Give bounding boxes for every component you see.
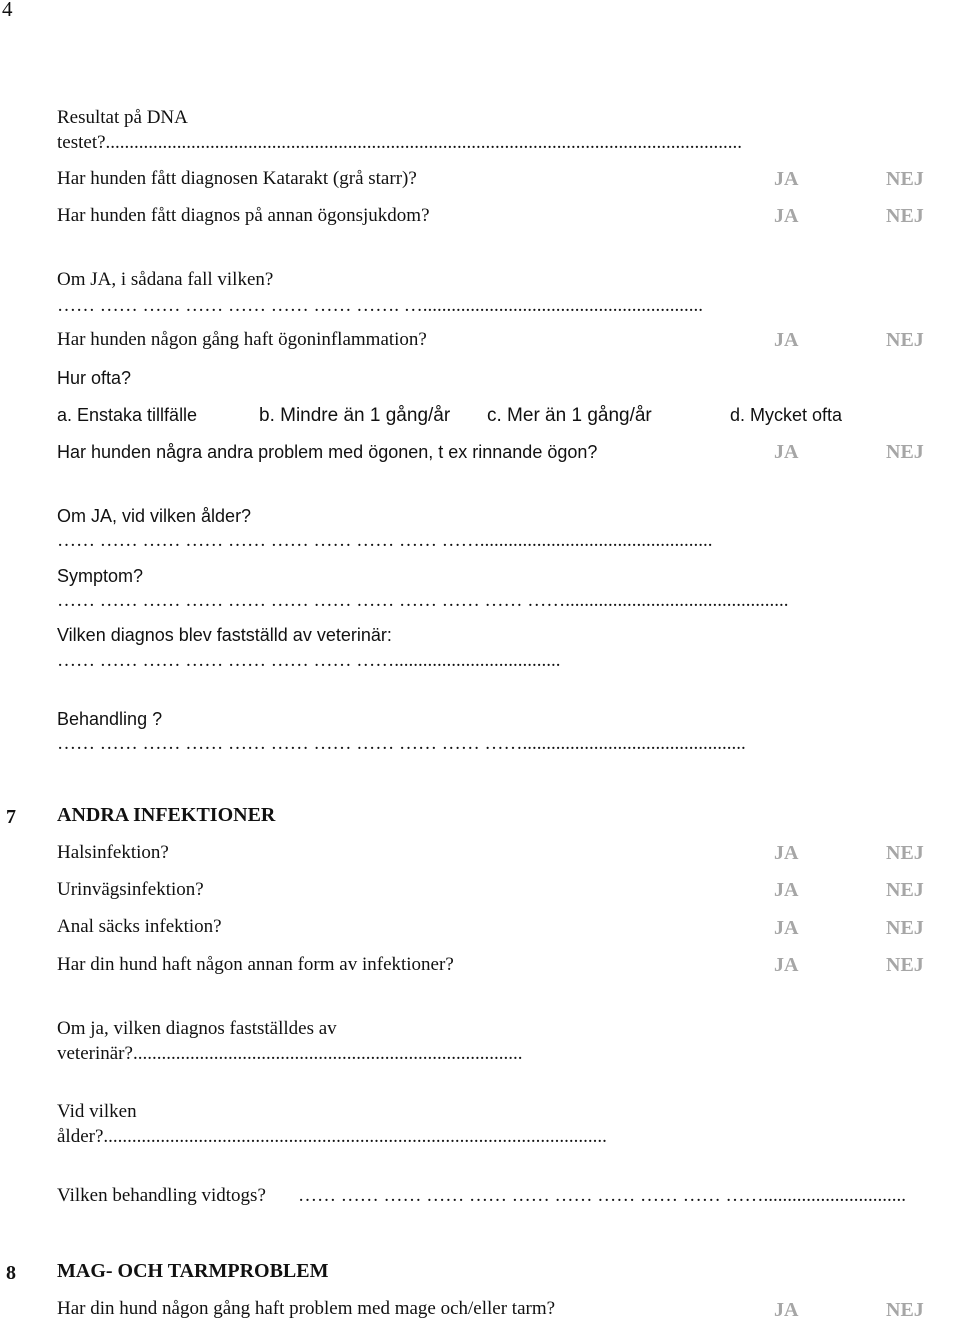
question-urinary: Urinvägsinfektion? (57, 879, 204, 900)
section-8-number: 8 (6, 1262, 16, 1284)
katarakt-yes-option[interactable]: JA (774, 168, 799, 190)
option-a[interactable]: a. Enstaka tillfälle (57, 405, 198, 425)
urinary-yes-option[interactable]: JA (774, 879, 799, 901)
other-eye-yes-option[interactable]: JA (774, 205, 799, 227)
section-7-number: 7 (6, 806, 16, 828)
infection-age-label: Vid vilken (57, 1101, 137, 1122)
diagnosis-label: Vilken diagnos blev fastställd av veterinär: (57, 625, 392, 645)
diagnosis-answer-field[interactable]: …… …… …… …… …… …… …… ……................................... (57, 650, 561, 671)
which-answer-field[interactable]: …… …… …… …… …… …… …… ……. …........................................................... (57, 295, 703, 316)
question-throat: Halsinfektion? (57, 842, 169, 863)
symptom-label: Symptom? (57, 566, 144, 586)
inflammation-no-option[interactable]: NEJ (886, 329, 924, 351)
stomach-yes-option[interactable]: JA (774, 1299, 799, 1321)
question-katarakt: Har hunden fått diagnosen Katarakt (grå starr)? (57, 168, 417, 189)
which-label: Om JA, i sådana fall vilken? (57, 269, 274, 290)
anal-yes-option[interactable]: JA (774, 917, 799, 939)
question-anal: Anal säcks infektion? (57, 916, 222, 937)
treatment-answer-field[interactable]: …… …… …… …… …… …… …… …… …… …… ……............................................... (57, 733, 746, 754)
katarakt-no-option[interactable]: NEJ (886, 168, 924, 190)
question-other-eye-disease: Har hunden fått diagnos på annan ögonsjukdom? (57, 205, 430, 226)
throat-no-option[interactable]: NEJ (886, 842, 924, 864)
dna-answer-field[interactable]: testet?...................................................................................................................................... (57, 132, 743, 153)
infection-diagnosis-field[interactable]: veterinär?.................................................................................. (57, 1043, 523, 1064)
eye-problems-no-option[interactable]: NEJ (886, 441, 924, 463)
question-stomach: Har din hund någon gång haft problem med mage och/eller tarm? (57, 1298, 556, 1319)
urinary-no-option[interactable]: NEJ (886, 879, 924, 901)
infection-treatment-field[interactable]: …… …… …… …… …… …… …… …… …… …… …….............................. (298, 1185, 906, 1206)
option-d[interactable]: d. Mycket ofta (730, 405, 843, 425)
question-inflammation: Har hunden någon gång haft ögoninflammation? (57, 329, 427, 350)
anal-no-option[interactable]: NEJ (886, 917, 924, 939)
other-infections-yes-option[interactable]: JA (774, 954, 799, 976)
eye-problems-yes-option[interactable]: JA (774, 441, 799, 463)
symptom-answer-field[interactable]: …… …… …… …… …… …… …… …… …… …… …… ……............................................... (57, 590, 789, 611)
age-answer-field[interactable]: …… …… …… …… …… …… …… …… …… ……................................................. (57, 530, 713, 551)
stomach-no-option[interactable]: NEJ (886, 1299, 924, 1321)
infection-diagnosis-label: Om ja, vilken diagnos fastställdes av (57, 1018, 337, 1039)
how-often-label: Hur ofta? (57, 368, 132, 388)
question-other-infections: Har din hund haft någon annan form av infektioner? (57, 954, 454, 975)
infection-age-field[interactable]: ålder?.......................................................................................................... (57, 1126, 607, 1147)
treatment-label: Behandling ? (57, 709, 163, 729)
inflammation-yes-option[interactable]: JA (774, 329, 799, 351)
infection-treatment-label: Vilken behandling vidtogs? (57, 1185, 266, 1206)
throat-yes-option[interactable]: JA (774, 842, 799, 864)
age-label: Om JA, vid vilken ålder? (57, 506, 252, 526)
other-infections-no-option[interactable]: NEJ (886, 954, 924, 976)
page-number: 4 (2, 0, 13, 21)
other-eye-no-option[interactable]: NEJ (886, 205, 924, 227)
dna-label: Resultat på DNA (57, 107, 188, 128)
section-7-title: ANDRA INFEKTIONER (57, 804, 276, 826)
option-b[interactable]: b. Mindre än 1 gång/år (259, 405, 451, 426)
section-8-title: MAG- OCH TARMPROBLEM (57, 1260, 329, 1282)
option-c[interactable]: c. Mer än 1 gång/år (487, 405, 652, 426)
question-eye-problems: Har hunden några andra problem med ögonen, t ex rinnande ögon? (57, 442, 598, 462)
